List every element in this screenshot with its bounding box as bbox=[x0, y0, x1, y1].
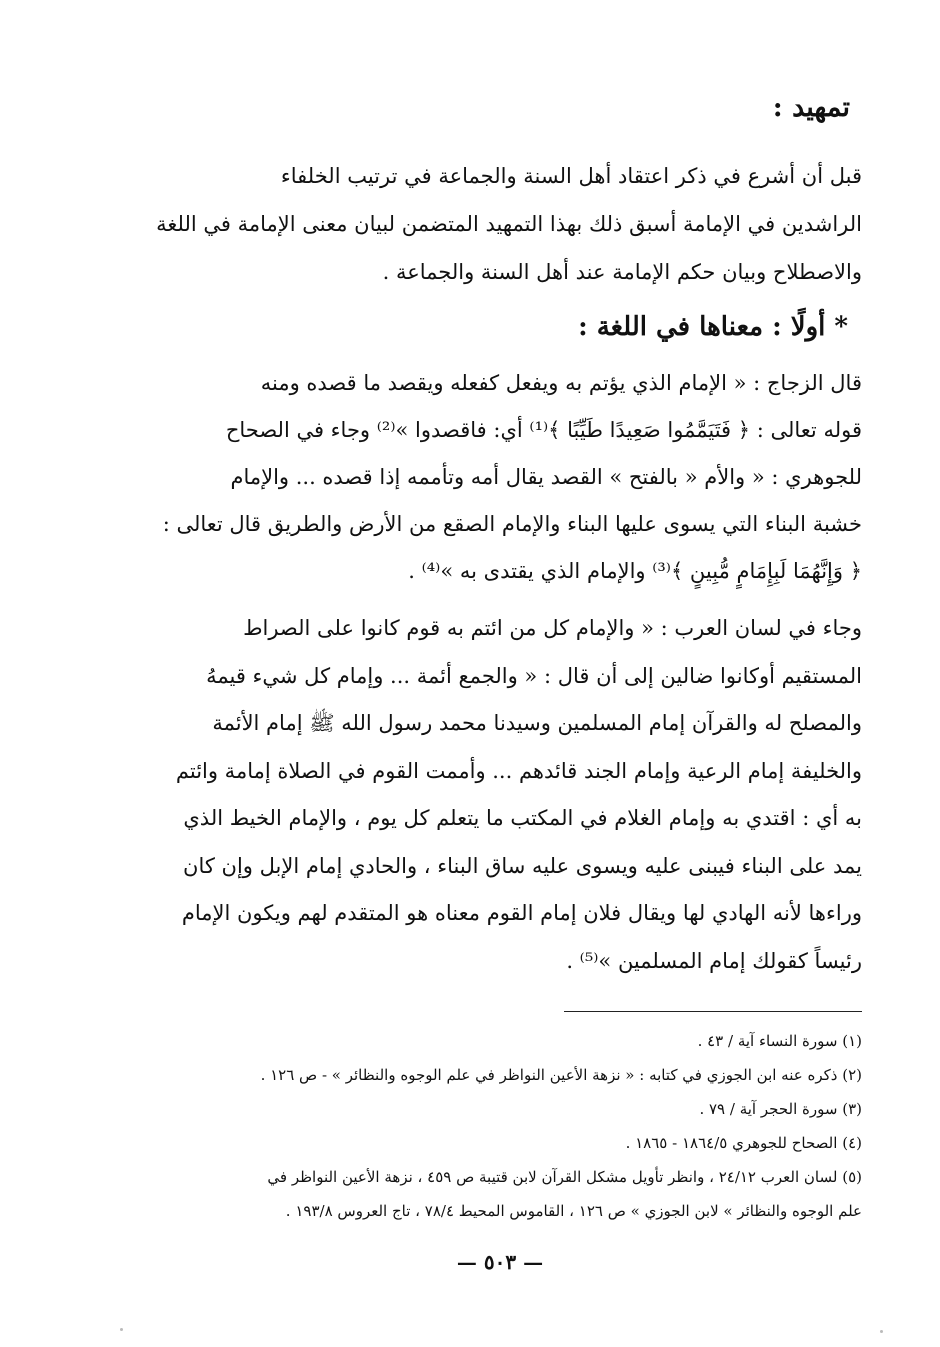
footnote bbox=[72, 1160, 862, 1194]
paragraph-line: وراءها لأنه الهادي لها ويقال فلان إمام القوم معناه هو المتقدم لهم ويكون الإمام bbox=[181, 901, 862, 925]
footnote-continuation: علم الوجوه والنظائر » لابن الجوزي » ص ١٢٦ ، القاموس المحيط ٧٨/٤ ، تاج العروس ١٩٣/٨ . bbox=[285, 1202, 862, 1220]
paragraph-line: قال الزجاج : « الإمام الذي يؤتم به ويفعل كفعله ويقصد ما قصده ومنه bbox=[260, 371, 862, 395]
paragraph-line: والاصطلاح وبيان حكم الإمامة عند أهل السنة والجماعة . bbox=[382, 260, 862, 284]
paragraph-line: وجاء في لسان العرب : « والإمام كل من ائتم به قوم كانوا على الصراط bbox=[243, 616, 862, 640]
footnote-number: (٥) bbox=[842, 1168, 862, 1186]
footnote-text: لسان العرب ٢٤/١٢ ، وانظر تأويل مشكل القرآن لابن قتيبة ص ٤٥٩ ، نزهة الأعين النواظر في bbox=[267, 1168, 838, 1186]
footnote-number: (٢) bbox=[842, 1066, 862, 1084]
paragraph-line: قوله تعالى : ﴿ فَتَيَمَّمُوا صَعِيدًا طَيِّبًا ﴾⁽¹⁾ أي: فاقصدوا »⁽²⁾ وجاء في الصحاح bbox=[225, 418, 862, 442]
paragraph-line: والخليفة إمام الرعية وإمام الجند قائدهم ... وأممت القوم في الصلاة إمامة وائتم bbox=[175, 758, 862, 783]
footnote bbox=[72, 1024, 862, 1058]
paragraph-line: المستقيم أوكانوا ضالين إلى أن قال : « والجمع أئمة ... وإمام كل شيء قيمهُ bbox=[206, 663, 862, 688]
footnote-number: (١) bbox=[842, 1032, 862, 1050]
footnote bbox=[72, 1092, 862, 1126]
lisan-paragraph bbox=[82, 605, 862, 985]
footnote bbox=[72, 1058, 862, 1092]
paragraph-line: يمد على البناء فيبنى عليه ويسوى عليه ساق البناء ، والحادي إمام الإبل وإن كان bbox=[183, 853, 862, 878]
footnote-text: سورة النساء آية / ٤٣ . bbox=[697, 1032, 838, 1050]
footnote-number: (٤) bbox=[842, 1134, 862, 1152]
scan-speck bbox=[880, 1330, 883, 1333]
intro-paragraph bbox=[82, 152, 862, 296]
paragraph-line: والمصلح له والقرآن إمام المسلمين وسيدنا محمد رسول الله ﷺ إمام الأئمة bbox=[212, 711, 862, 735]
paragraph-line: قبل أن أشرع في ذكر اعتقاد أهل السنة والجماعة في ترتيب الخلفاء bbox=[280, 164, 862, 188]
footnote-text: ذكره عنه ابن الجوزي في كتابه : « نزهة الأعين النواظر في علم الوجوه والنظائر » - ص ١٢٦ . bbox=[260, 1066, 838, 1084]
footnotes bbox=[72, 1024, 862, 1228]
scan-speck bbox=[120, 1328, 123, 1331]
footnote bbox=[72, 1126, 862, 1160]
paragraph-line: به أي : اقتدي به وإمام الغلام في المكتب ما يتعلم كل يوم ، والإمام الخيط الذي bbox=[183, 806, 862, 830]
paragraph-line: رئيساً كقولك إمام المسلمين »⁽⁵⁾ . bbox=[566, 948, 862, 973]
paragraph-line: ﴿ وَإِنَّهُمَا لَبِإِمَامٍ مُّبِينٍ ﴾⁽³⁾ والإمام الذي يقتدى به »⁽⁴⁾ . bbox=[408, 559, 862, 583]
paragraph-line: خشبة البناء التي يسوى عليها البناء والإمام الصقع من الأرض والطريق قال تعالى : bbox=[162, 512, 862, 536]
paragraph-line: الراشدين في الإمامة أسبق ذلك بهذا التمهيد المتضمن لبيان معنى الإمامة في اللغة bbox=[156, 212, 862, 236]
page-number: — ٥٠٣ — bbox=[456, 1250, 544, 1274]
footnote-text: الصحاح للجوهري ١٨٦٤/٥ - ١٨٦٥ . bbox=[625, 1134, 838, 1152]
paragraph-line: للجوهري : « والأم « بالفتح » القصد يقال أمه وتأممه إذا قصده ... والإمام bbox=[230, 465, 862, 489]
zajjaj-paragraph bbox=[82, 360, 862, 595]
section-heading: * أولًا : معناها في اللغة : bbox=[578, 312, 848, 342]
footnote-text: سورة الحجر آية / ٧٩ . bbox=[699, 1100, 838, 1118]
chapter-heading: تمهيد : bbox=[772, 92, 850, 123]
footnote-separator bbox=[564, 1011, 862, 1012]
footnote-number: (٣) bbox=[842, 1100, 862, 1118]
